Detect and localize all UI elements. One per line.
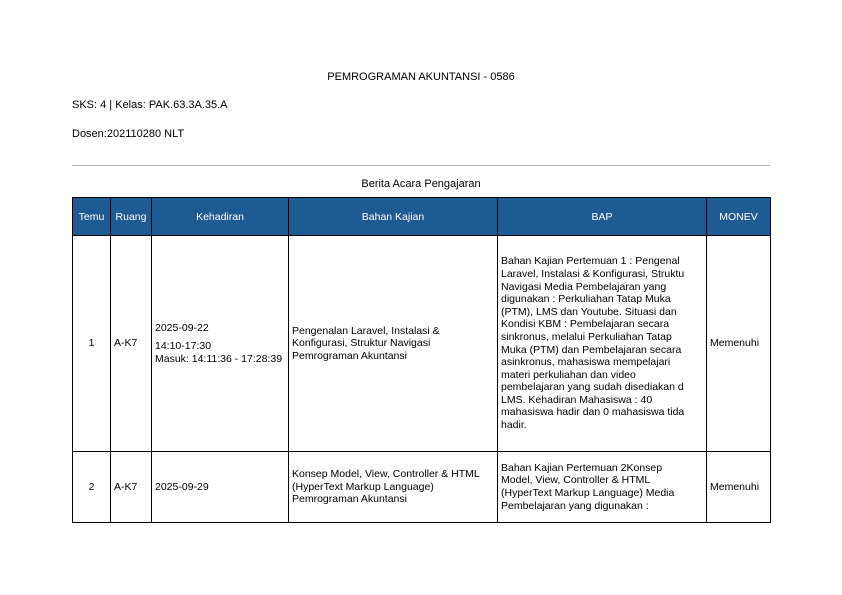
section-title: Berita Acara Pengajaran: [361, 178, 481, 190]
kehadiran-cell: [152, 236, 289, 452]
bap-line: digunakan : Perkuliahan Tatap Muka: [501, 293, 671, 306]
bap-line: Pembelajaran yang digunakan :: [501, 499, 649, 512]
col-ruang: Ruang: [111, 198, 152, 236]
col-bap: BAP: [498, 198, 707, 236]
table-header-row: [73, 198, 771, 236]
bap-line: Model, View, Controller & HTML: [501, 474, 651, 487]
monev-cell: Memenuhi: [707, 452, 771, 523]
kehadiran-date: 2025-09-29: [155, 480, 209, 493]
bap-line: Muka (PTM) dan Pembelajaran secara: [501, 343, 682, 356]
bap-line: Bahan Kajian Pertemuan 1 : Pengenal: [501, 255, 680, 268]
bap-line: LMS. Kehadiran Mahasiswa : 40: [501, 393, 653, 406]
ruang-cell: A-K7: [111, 236, 152, 452]
table-row: [73, 236, 771, 452]
col-monev: MONEV: [707, 198, 771, 236]
bap-line: Kondisi KBM : Pembelajaran secara: [501, 318, 670, 331]
table-row: [73, 452, 771, 523]
bap-line: sinkronus, melalui Perkuliahan Tatap: [501, 330, 672, 343]
bahan-kajian-cell: Pengenalan Laravel, Instalasi & Konfigurasi, Struktur Navigasi Pemrograman Akuntansi: [289, 236, 498, 452]
temu-cell: 2: [73, 452, 111, 523]
bap-line: asinkronus, mahasiswa mempelajari: [501, 356, 671, 369]
bap-cell: [498, 452, 707, 523]
bap-line: mahasiswa hadir dan 0 mahasiswa tida: [501, 406, 685, 419]
bap-line: hadir.: [501, 419, 527, 432]
divider: [72, 165, 770, 166]
col-kehadiran: Kehadiran: [152, 198, 289, 236]
monev-cell: Memenuhi: [707, 236, 771, 452]
bap-cell: [498, 236, 707, 452]
kehadiran-time: 14:10-17:30: [155, 340, 212, 353]
bap-line: pembelajaran yang sudah disediakan d: [501, 381, 684, 394]
sks-kelas-info: SKS: 4 | Kelas: PAK.63.3A.35.A: [72, 99, 228, 111]
dosen-info: Dosen:202110280 NLT: [72, 128, 185, 140]
bap-table: [72, 197, 771, 523]
temu-cell: 1: [73, 236, 111, 452]
bahan-kajian-cell: Konsep Model, View, Controller & HTML (HyperText Markup Language) Pemrograman Akuntansi: [289, 452, 498, 523]
bap-line: (HyperText Markup Language) Media: [501, 487, 675, 499]
col-bahan-kajian: Bahan Kajian: [289, 198, 498, 236]
bap-line: materi perkuliahan dan video: [501, 368, 636, 381]
ruang-cell: A-K7: [111, 452, 152, 523]
bap-line: Navigasi Media Pembelajaran yang: [501, 280, 667, 293]
course-title: PEMROGRAMAN AKUNTANSI - 0586: [327, 71, 515, 83]
kehadiran-masuk: Masuk: 14:11:36 - 17:28:39: [155, 352, 283, 365]
bap-line: Bahan Kajian Pertemuan 2Konsep: [501, 461, 663, 474]
kehadiran-date: 2025-09-22: [155, 321, 209, 334]
kehadiran-cell: [152, 452, 289, 523]
bap-line: Laravel, Instalasi & Konfigurasi, Struktu: [501, 267, 685, 280]
bap-line: (PTM), LMS dan Youtube. Situasi dan: [501, 305, 677, 318]
col-temu: Temu: [73, 198, 111, 236]
